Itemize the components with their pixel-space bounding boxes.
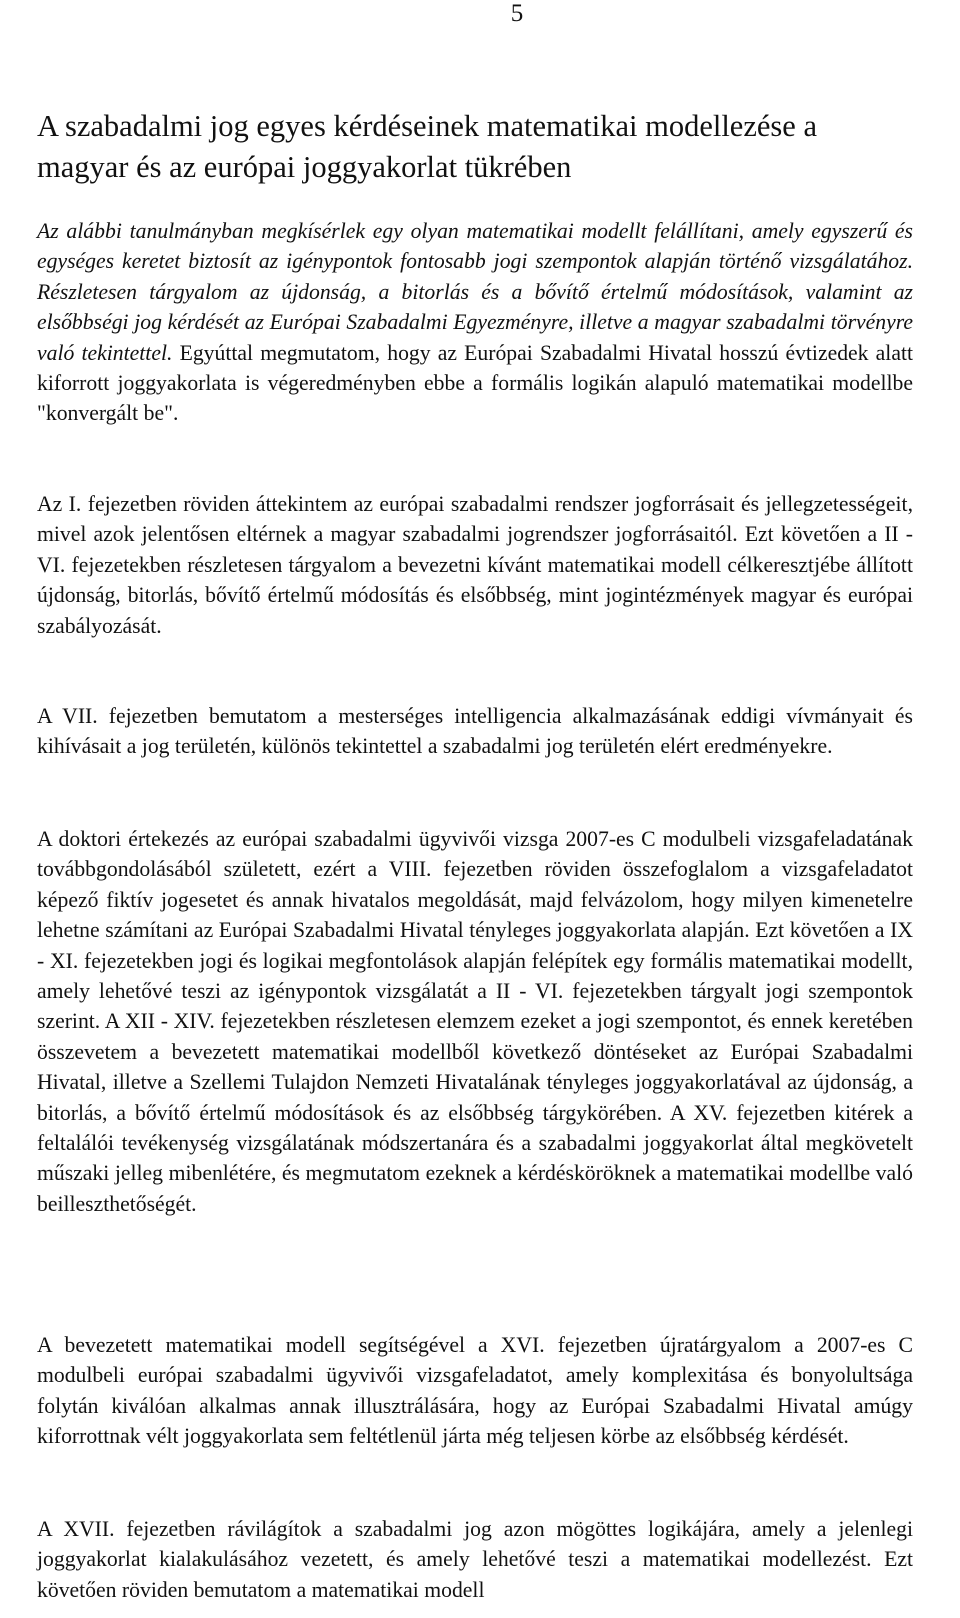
abstract-regular-text: Egyúttal megmutatom, hogy az Európai Szabadalmi Hivatal hosszú évtizedek alatt kiforrott joggyakorlata is végeredményben ebbe a formális logikán alapuló matematikai modellbe "konvergált be". (37, 340, 914, 426)
paragraph-chapter-xvii: A XVII. fejezetben rávilágítok a szabadalmi jog azon mögöttes logikájára, amely a jelenlegi joggyakorlat kialakulásához vezetett, és amely lehetővé teszi a matematikai modellezést. Ezt követően röviden bemutatom a matematikai modell (37, 1517, 913, 1602)
paragraph-dissertation-origin: A doktori értekezés az európai szabadalmi ügyvivői vizsga 2007-es C modulbeli vizsgafeladatának továbbgondolásából született, ezért a VIII. fejezetben röviden összefoglalom a vizsgafeladatot képező fiktív jogesetet és annak hivatalos megoldását, majd felvázolom, hogy milyen kimenetelre lehetne számítani az Európai Szabadalmi Hivatal tényleges joggyakorlata alapján. Ezt követően a IX - XI. fejezetekben jogi és logikai megfontolások alapján felépítek egy formális matematikai modellt, amely lehetővé teszi az igénypontok vizsgálatát a II - VI. fejezetekben tárgyalt jogi szempontok szerint. A XII - XIV. fejezetekben részletesen elemzem ezeket a jogi szempontot, és ennek keretében összevetem a bevezetett matematikai modellből következő döntéseket az Európai Szabadalmi Hivatal, illetve a Szellemi Tulajdon Nemzeti Hivatalának tényleges joggyakorlatával az újdonság, a bitorlás, a bővítő értelmű módosítások és az elsőbbség tárgykörében. A XV. fejezetben kitérek a feltalálói tevékenység vizsgálatának módszertanára és a szabadalmi joggyakorlat által megkövetelt műszaki jelleg mibenlétére, és megmutatom ezeknek a kérdésköröknek a matematikai modellbe való beilleszthetőségét. (37, 827, 913, 1216)
abstract-paragraph (37, 216, 913, 429)
page-number: 5 (510, 0, 524, 27)
paragraph-chapter-xvi: A bevezetett matematikai modell segítségével a XVI. fejezetben újratárgyalom a 2007-es C modulbeli európai szabadalmi ügyvivői vizsgafeladatot, amely komplexitása és bonyolultsága folytán kiválóan alkalmas annak illusztrálására, hogy az Európai Szabadalmi Hivatal amúgy kiforrottnak vélt joggyakorlata sem feltétlenül járta még teljesen körbe az elsőbbség kérdését. (37, 1333, 913, 1449)
abstract-italic-text: Az alábbi tanulmányban megkísérlek egy olyan matematikai modellt felállítani, amely egyszerű és egységes keretet biztosít az igénypontok fontosabb jogi szempontok alapján történő vizsgálatához. Részletesen tárgyalom az újdonság, a bitorlás és a bővítő értelmű módosítások, valamint az elsőbbségi jog kérdését az Európai Szabadalmi Egyezményre, illetve a magyar szabadalmi törvényre való tekintettel. (37, 219, 913, 365)
paragraph-chapter-vii: A VII. fejezetben bemutatom a mesterséges intelligencia alkalmazásának eddigi vívmányait és kihívásait a jog területén, különös tekintettel a szabadalmi jog területén elért eredményekre. (37, 704, 913, 759)
document-title: A szabadalmi jog egyes kérdéseinek matematikai modellezése a magyar és az európai joggyakorlat tükrében (37, 109, 817, 184)
paragraph-chapter-overview: Az I. fejezetben röviden áttekintem az európai szabadalmi rendszer jogforrásait és jellegzetességeit, mivel azok jelentősen eltérnek a magyar szabadalmi jogrendszer jogforrásaitól. Ezt követően a II - VI. fejezetekben részletesen tárgyalom a bevezetni kívánt matematikai modell célkeresztjébe állított újdonság, bitorlás, bővítő értelmű módosítás és elsőbbség, mint jogintézmények magyar és európai szabályozását. (37, 492, 913, 638)
